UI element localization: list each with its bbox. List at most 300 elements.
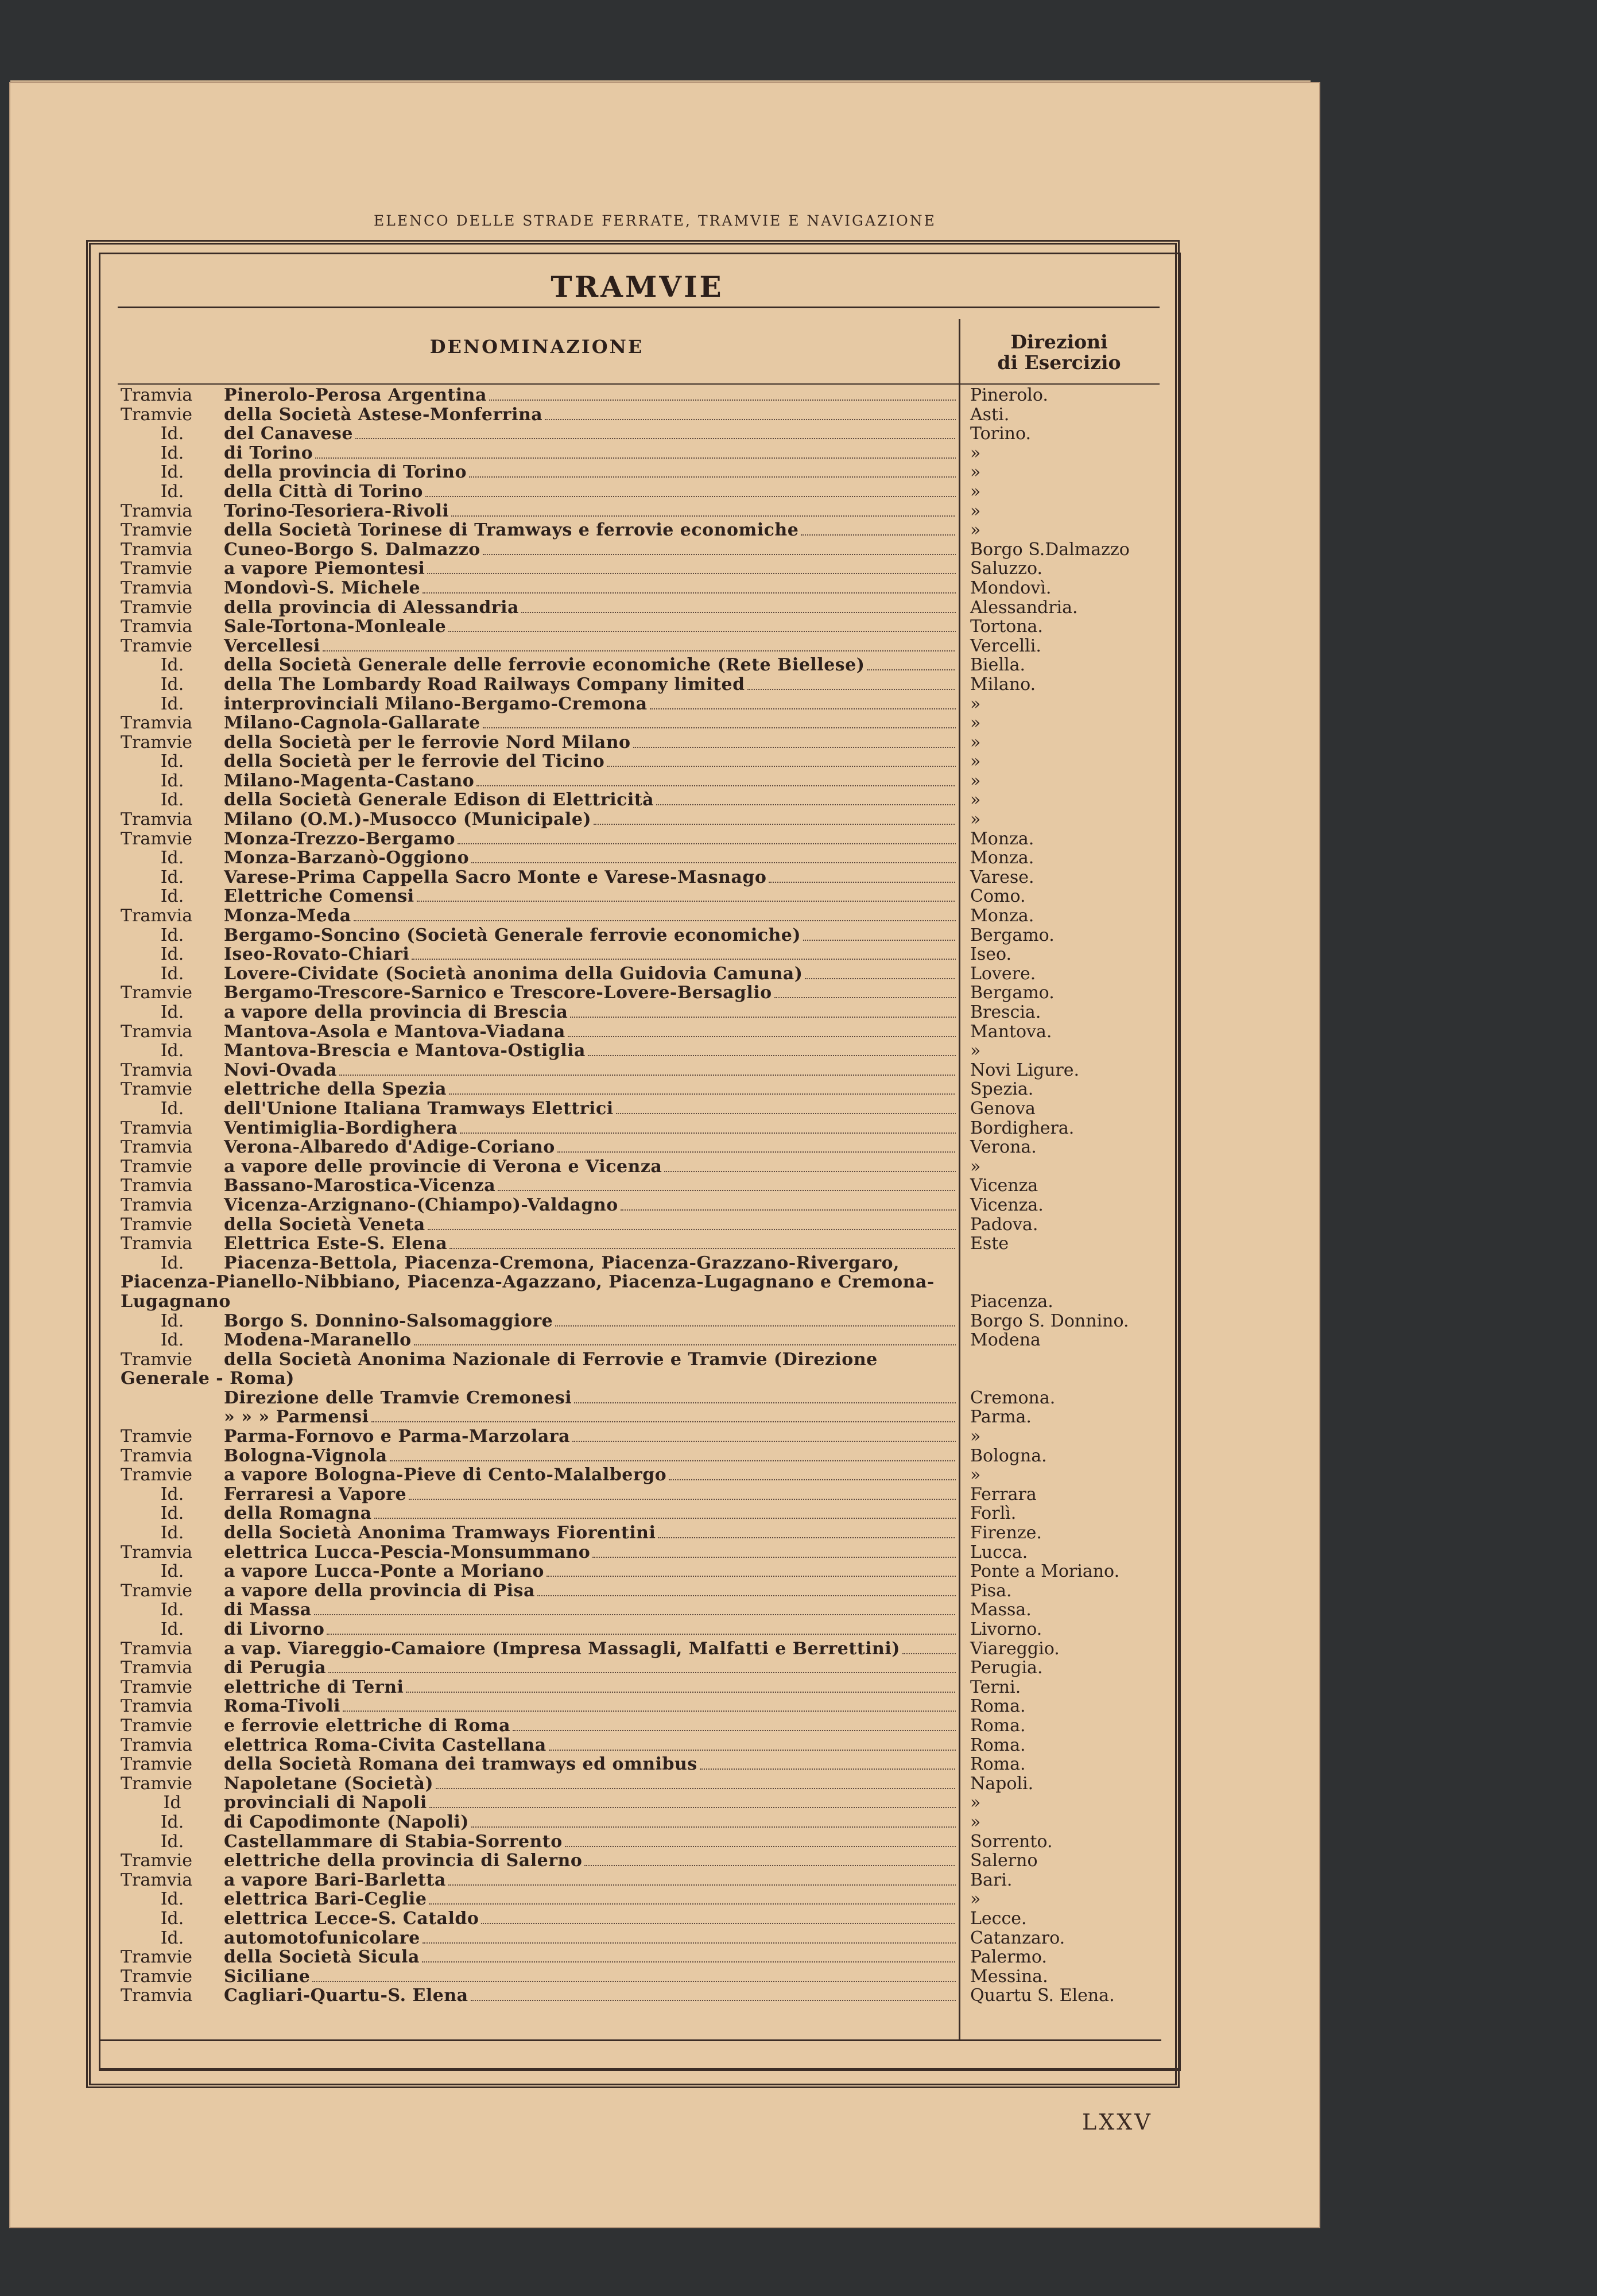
- row-direction-text: Asti.: [970, 404, 1010, 425]
- row-prefix: Tramvie: [121, 1349, 192, 1370]
- row-prefix: Id.: [160, 848, 184, 868]
- table-row: [121, 1485, 1160, 1504]
- leader-dots: [428, 1228, 956, 1230]
- row-direction-text: Verona.: [970, 1137, 1037, 1158]
- row-direction-text: Spezia.: [970, 1079, 1034, 1100]
- row-prefix: Id.: [160, 1523, 184, 1543]
- row-prefix: Tramvia: [121, 810, 193, 829]
- row-denomination: [121, 405, 956, 425]
- leader-dots: [568, 1035, 956, 1037]
- table-bottom-rule: [100, 2039, 1161, 2041]
- row-direction-text: »: [970, 462, 981, 483]
- row-name: Vicenza-Arzignano-(Chiampo)-Valdagno: [224, 1195, 618, 1215]
- table-row: [121, 1446, 1160, 1466]
- row-prefix: Id.: [160, 1890, 184, 1909]
- table-row: [121, 1350, 1160, 1389]
- row-direction-text: Mondovì.: [970, 577, 1052, 598]
- row-direction-text: Lecce.: [970, 1908, 1027, 1929]
- table-row: [121, 1407, 1160, 1427]
- row-direction: [970, 1909, 1160, 1929]
- row-denomination: [121, 810, 956, 829]
- table-row: [121, 1119, 1160, 1138]
- row-name: della Società per le ferrovie del Ticino: [224, 752, 605, 771]
- row-prefix: Id.: [160, 771, 184, 791]
- row-denomination: [121, 386, 956, 405]
- row-name: dell'Unione Italiana Tramways Elettrici: [224, 1099, 614, 1119]
- row-prefix: Id.: [160, 674, 184, 695]
- row-direction: [970, 386, 1160, 405]
- row-name: Napoletane (Società): [224, 1774, 434, 1794]
- row-name: Parma-Fornovo e Parma-Marzolara: [224, 1427, 571, 1446]
- row-direction-text: Bergamo.: [970, 925, 1055, 945]
- row-direction-text: Brescia.: [970, 1002, 1041, 1022]
- row-direction: [970, 1427, 1160, 1446]
- row-prefix: Tramvie: [121, 1465, 192, 1485]
- row-name: Vercellesi: [224, 636, 320, 656]
- table-body: [121, 386, 1160, 2006]
- row-prefix: Id.: [160, 1504, 184, 1524]
- row-denomination: [121, 463, 956, 482]
- table-row: [121, 502, 1160, 521]
- row-denomination: [121, 1080, 956, 1099]
- row-prefix: Id.: [160, 1253, 184, 1273]
- table-row: [121, 598, 1160, 618]
- row-direction-text: Biella.: [970, 655, 1026, 676]
- row-name: della Società per le ferrovie Nord Milano: [224, 732, 631, 753]
- table-row: [121, 771, 1160, 791]
- row-prefix: Id.: [160, 424, 184, 444]
- row-direction: [970, 1176, 1160, 1196]
- table-row: [121, 1080, 1160, 1099]
- row-direction-text: Como.: [970, 886, 1026, 907]
- running-header: ELENCO DELLE STRADE FERRATE, TRAMVIE E NAVIGAZIONE: [374, 212, 936, 229]
- row-denomination: [121, 887, 956, 906]
- leader-dots: [312, 1980, 956, 1982]
- row-denomination: [121, 1581, 956, 1601]
- leader-dots: [328, 1671, 956, 1673]
- row-prefix: Tramvie: [121, 732, 192, 753]
- row-name: Roma-Tivoli: [224, 1697, 341, 1716]
- table-row: [121, 1427, 1160, 1446]
- leader-dots: [902, 1653, 956, 1654]
- table-row: [121, 1658, 1160, 1678]
- leader-dots: [805, 978, 956, 979]
- row-direction-text: Terni.: [970, 1677, 1021, 1697]
- row-direction: [970, 848, 1160, 868]
- leader-dots: [656, 804, 956, 805]
- row-direction: [970, 1331, 1160, 1350]
- header-rule: [118, 383, 1160, 385]
- row-name: Iseo-Rovato-Chiari: [224, 945, 410, 964]
- row-denomination: [121, 1600, 956, 1620]
- row-name: provinciali di Napoli: [224, 1793, 427, 1813]
- row-prefix: Tramvie: [121, 1755, 192, 1774]
- row-name: Cuneo-Borgo S. Dalmazzo: [224, 540, 480, 560]
- row-direction: [970, 656, 1160, 675]
- row-name: Bergamo-Soncino (Società Generale ferrovie economiche): [224, 925, 801, 945]
- row-direction: [970, 1716, 1160, 1736]
- row-direction-text: Viareggio.: [970, 1638, 1060, 1659]
- row-name: Monza-Barzanò-Oggiono: [224, 848, 470, 868]
- leader-dots: [669, 1479, 956, 1480]
- row-direction: [970, 1600, 1160, 1620]
- row-direction-text: Messina.: [970, 1966, 1048, 1987]
- row-direction-text: Vercelli.: [970, 635, 1041, 656]
- row-denomination: [121, 1157, 956, 1177]
- row-name: di Livorno: [224, 1620, 325, 1639]
- table-row: [121, 405, 1160, 425]
- row-denomination: [121, 1234, 956, 1254]
- row-direction-text: »: [970, 1812, 981, 1832]
- row-direction-text: Catanzaro.: [970, 1927, 1065, 1948]
- row-prefix: Id: [163, 1793, 181, 1813]
- leader-dots: [588, 1054, 956, 1056]
- row-denomination: [121, 1407, 956, 1427]
- table-row: [121, 1465, 1160, 1485]
- row-prefix: Tramvie: [121, 829, 192, 849]
- row-prefix: Id.: [160, 1041, 184, 1061]
- table-row: [121, 1620, 1160, 1639]
- row-name: della Società Veneta: [224, 1215, 425, 1235]
- row-name: Mondovì-S. Michele: [224, 578, 421, 598]
- row-direction-text: Salerno: [970, 1851, 1038, 1871]
- row-direction: [970, 887, 1160, 906]
- leader-dots: [658, 1537, 956, 1538]
- table-row: [121, 790, 1160, 810]
- row-denomination: [121, 1523, 956, 1543]
- leader-dots: [801, 534, 956, 536]
- leader-dots: [570, 1016, 956, 1018]
- table-row: [121, 733, 1160, 753]
- row-direction: [970, 1350, 1160, 1389]
- leader-dots: [521, 611, 956, 613]
- row-direction-text: Lucca.: [970, 1542, 1028, 1562]
- row-direction-text: Este: [970, 1234, 1009, 1254]
- table-row: [121, 926, 1160, 945]
- row-name: Lovere-Cividate (Società anonima della Guidovia Camuna): [224, 964, 803, 984]
- row-direction-text: Borgo S. Donnino.: [970, 1310, 1129, 1331]
- table-row: [121, 1234, 1160, 1254]
- row-name: della provincia di Torino: [224, 463, 467, 482]
- table-row: [121, 637, 1160, 656]
- leader-dots: [315, 457, 956, 459]
- row-direction-text: Sorrento.: [970, 1831, 1053, 1852]
- column-header-direzioni-line2: di Esercizio: [997, 351, 1121, 374]
- row-denomination: [121, 752, 956, 771]
- row-name: di Perugia: [224, 1658, 327, 1678]
- row-direction: [970, 463, 1160, 482]
- row-name: di Torino: [224, 443, 313, 463]
- table-row: [121, 1196, 1160, 1215]
- row-direction: [970, 1389, 1160, 1408]
- row-name: Modena-Maranello: [224, 1331, 412, 1350]
- row-direction-text: »: [970, 1041, 981, 1061]
- row-prefix: Tramvia: [121, 906, 193, 926]
- row-name: Varese-Prima Cappella Sacro Monte e Varese-Masnago: [224, 867, 767, 887]
- row-denomination: [121, 482, 956, 502]
- leader-dots: [537, 1595, 956, 1596]
- row-prefix: Id.: [160, 1600, 184, 1620]
- row-prefix: Tramvia: [121, 1118, 193, 1138]
- table-row: [121, 482, 1160, 502]
- row-prefix: Id.: [160, 964, 184, 984]
- row-direction-text: Bergamo.: [970, 983, 1055, 1003]
- row-direction: [970, 1890, 1160, 1909]
- row-direction-text: Genova: [970, 1098, 1036, 1119]
- row-direction: [970, 424, 1160, 444]
- row-direction-text: Milano.: [970, 674, 1036, 695]
- row-direction-text: Roma.: [970, 1715, 1026, 1736]
- leader-dots: [412, 958, 956, 960]
- row-prefix: Tramvie: [121, 1851, 192, 1871]
- row-direction-text: Massa.: [970, 1600, 1032, 1620]
- row-denomination: [121, 1061, 956, 1080]
- row-direction: [970, 868, 1160, 887]
- row-name: Torino-Tesoriera-Rivoli: [224, 501, 449, 521]
- table-row: [121, 964, 1160, 984]
- row-prefix: Tramvia: [121, 1639, 193, 1659]
- leader-dots: [417, 900, 956, 902]
- row-denomination: [121, 424, 956, 444]
- row-direction: [970, 1658, 1160, 1678]
- row-denomination: [121, 1485, 956, 1504]
- table-row: [121, 1986, 1160, 2006]
- row-prefix: Id.: [160, 1311, 184, 1331]
- row-name: » » » Parmensi: [224, 1407, 369, 1428]
- row-direction-text: »: [970, 1426, 981, 1447]
- table-row: [121, 695, 1160, 714]
- row-direction: [970, 1832, 1160, 1852]
- row-denomination: [121, 829, 956, 849]
- leader-dots: [545, 418, 956, 420]
- row-prefix: Id.: [160, 1484, 184, 1504]
- row-name: a vapore della provincia di Brescia: [224, 1003, 568, 1022]
- row-direction-text: Piacenza.: [970, 1291, 1053, 1312]
- row-direction: [970, 1813, 1160, 1832]
- table-row: [121, 463, 1160, 482]
- leader-dots: [436, 1787, 956, 1789]
- table-row: [121, 906, 1160, 926]
- row-direction: [970, 1774, 1160, 1794]
- table-row: [121, 1254, 1160, 1312]
- table-row: [121, 386, 1160, 405]
- table-row: [121, 1851, 1160, 1871]
- leader-dots: [471, 862, 956, 863]
- row-direction: [970, 713, 1160, 733]
- row-name: e ferrovie elettriche di Roma: [224, 1716, 511, 1736]
- table-row: [121, 829, 1160, 849]
- page-number: LXXV: [1082, 2109, 1153, 2135]
- row-denomination: [121, 1099, 956, 1119]
- row-name: del Canavese: [224, 424, 353, 444]
- leader-dots: [469, 476, 956, 478]
- row-name: Sale-Tortona-Monleale: [224, 617, 447, 637]
- row-prefix: Id.: [160, 463, 184, 482]
- row-name: elettrica Lucca-Pescia-Monsummano: [224, 1542, 591, 1562]
- row-direction-text: »: [970, 751, 981, 772]
- row-direction-text: »: [970, 481, 981, 502]
- row-prefix: Id.: [160, 1928, 184, 1948]
- row-direction: [970, 1504, 1160, 1523]
- leader-dots: [481, 1922, 956, 1924]
- row-prefix: Tramvia: [121, 1658, 193, 1678]
- row-direction-text: Napoli.: [970, 1773, 1034, 1794]
- table-row: [121, 713, 1160, 733]
- table-row: [121, 1312, 1160, 1331]
- leader-dots: [429, 1903, 956, 1905]
- row-prefix: Id.: [160, 752, 184, 771]
- row-prefix: Tramvia: [121, 1542, 193, 1562]
- leader-dots: [458, 843, 956, 844]
- table-row: [121, 1331, 1160, 1350]
- row-direction: [970, 790, 1160, 810]
- row-name: a vapore Piemontesi: [224, 559, 425, 579]
- row-direction: [970, 771, 1160, 791]
- table-row: [121, 1639, 1160, 1659]
- row-denomination: [121, 559, 956, 579]
- row-direction: [970, 1234, 1160, 1254]
- leader-dots: [489, 399, 956, 401]
- row-denomination: [121, 1504, 956, 1523]
- row-direction: [970, 1022, 1160, 1042]
- row-denomination: [121, 1446, 956, 1466]
- table-row: [121, 1157, 1160, 1177]
- table-row: [121, 1061, 1160, 1080]
- row-name: Bologna-Vignola: [224, 1446, 387, 1466]
- row-name: Cagliari-Quartu-S. Elena: [224, 1986, 468, 2006]
- row-denomination: [121, 1851, 956, 1871]
- row-direction: [970, 695, 1160, 714]
- row-denomination: [121, 1697, 956, 1716]
- row-prefix: Tramvia: [121, 1060, 193, 1080]
- table-row: [121, 810, 1160, 829]
- row-name: della provincia di Alessandria: [224, 598, 519, 618]
- table-row: [121, 1697, 1160, 1716]
- leader-dots: [327, 1633, 956, 1635]
- row-prefix: Tramvia: [121, 540, 193, 560]
- row-denomination: [121, 1658, 956, 1678]
- row-direction: [970, 1620, 1160, 1639]
- row-denomination: [121, 1138, 956, 1157]
- row-direction-text: Mantova.: [970, 1021, 1052, 1042]
- row-prefix: Tramvie: [121, 983, 192, 1003]
- row-prefix: Tramvie: [121, 1677, 192, 1697]
- row-name: a vapore Bologna-Pieve di Cento-Malalbergo: [224, 1465, 667, 1485]
- table-row: [121, 1581, 1160, 1601]
- row-name: Pinerolo-Perosa Argentina: [224, 386, 487, 405]
- row-denomination: [121, 1832, 956, 1852]
- row-direction: [970, 675, 1160, 695]
- section-title: TRAMVIE: [551, 270, 724, 304]
- row-direction: [970, 1678, 1160, 1697]
- row-denomination: [121, 502, 956, 521]
- row-denomination: [121, 598, 956, 618]
- leader-dots: [339, 1074, 956, 1076]
- leader-dots: [664, 1170, 956, 1172]
- row-direction-text: Cremona.: [970, 1387, 1056, 1408]
- leader-dots: [549, 1749, 956, 1751]
- row-name: a vapore Lucca-Ponte a Moriano: [224, 1562, 544, 1581]
- row-name: Piacenza-Bettola, Piacenza-Cremona, Piacenza-Grazzano-Rivergaro, Piacenza-Pianello-Nibbiano, Piacenza-Agazzano, Piacenza-Lugagnano e Cremona-Lugagnano: [121, 1253, 935, 1312]
- leader-dots: [483, 553, 956, 555]
- table-row: [121, 1967, 1160, 1987]
- row-prefix: Id.: [160, 790, 184, 810]
- table-row: [121, 1678, 1160, 1697]
- row-direction-text: Pisa.: [970, 1580, 1012, 1601]
- row-direction: [970, 1003, 1160, 1022]
- row-direction: [970, 444, 1160, 463]
- table-row: [121, 848, 1160, 868]
- row-direction-text: Quartu S. Elena.: [970, 1985, 1115, 2006]
- table-row: [121, 945, 1160, 964]
- leader-dots: [374, 1517, 956, 1519]
- row-direction: [970, 637, 1160, 656]
- row-prefix: Tramvie: [121, 1774, 192, 1794]
- row-direction-text: »: [970, 1889, 981, 1910]
- row-direction-text: Alessandria.: [970, 597, 1078, 618]
- row-name: Siciliane: [224, 1967, 311, 1987]
- row-denomination: [121, 521, 956, 540]
- table-row: [121, 752, 1160, 771]
- row-direction: [970, 1446, 1160, 1466]
- table-row: [121, 444, 1160, 463]
- row-prefix: Tramvia: [121, 713, 193, 733]
- row-direction-text: »: [970, 732, 981, 753]
- leader-dots: [409, 1498, 956, 1500]
- row-denomination: [121, 771, 956, 791]
- leader-dots: [414, 1344, 956, 1345]
- table-row: [121, 617, 1160, 637]
- row-prefix: Tramvie: [121, 1157, 192, 1177]
- leader-dots: [314, 1614, 956, 1615]
- leader-dots: [425, 495, 956, 497]
- row-name: elettriche della provincia di Salerno: [224, 1851, 583, 1871]
- row-prefix: Id.: [160, 1909, 184, 1929]
- row-denomination: [121, 733, 956, 753]
- row-direction: [970, 1929, 1160, 1948]
- table-row: [121, 579, 1160, 598]
- row-direction: [970, 559, 1160, 579]
- table-row: [121, 1543, 1160, 1562]
- row-direction-text: Roma.: [970, 1735, 1026, 1755]
- row-name: della Società Anonima Tramways Fiorentini: [224, 1523, 656, 1543]
- row-name: a vapore delle provincie di Verona e Vicenza: [224, 1157, 662, 1177]
- row-direction-text: Torino.: [970, 424, 1032, 444]
- row-direction: [970, 964, 1160, 984]
- row-prefix: Tramvia: [121, 578, 193, 598]
- row-direction-text: Bordighera.: [970, 1118, 1075, 1138]
- row-denomination: [121, 1736, 956, 1755]
- row-direction: [970, 1948, 1160, 1967]
- row-direction-text: Bologna.: [970, 1445, 1047, 1466]
- row-direction: [970, 482, 1160, 502]
- column-header-direzioni: [962, 332, 1157, 373]
- row-denomination: [121, 656, 956, 675]
- row-prefix: Tramvia: [121, 1986, 193, 2006]
- leader-dots: [483, 727, 956, 728]
- row-name: Mantova-Asola e Mantova-Viadana: [224, 1022, 565, 1042]
- row-direction-text: »: [970, 713, 981, 734]
- row-direction: [970, 579, 1160, 598]
- leader-dots: [449, 1093, 956, 1095]
- column-header-direzioni-line1: Direzioni: [1010, 331, 1108, 353]
- row-prefix: Tramvia: [121, 386, 193, 405]
- row-direction: [970, 1138, 1160, 1157]
- table-row: [121, 1813, 1160, 1832]
- leader-dots: [574, 1402, 956, 1403]
- leader-dots: [700, 1768, 956, 1770]
- row-prefix: Tramvie: [121, 1967, 192, 1987]
